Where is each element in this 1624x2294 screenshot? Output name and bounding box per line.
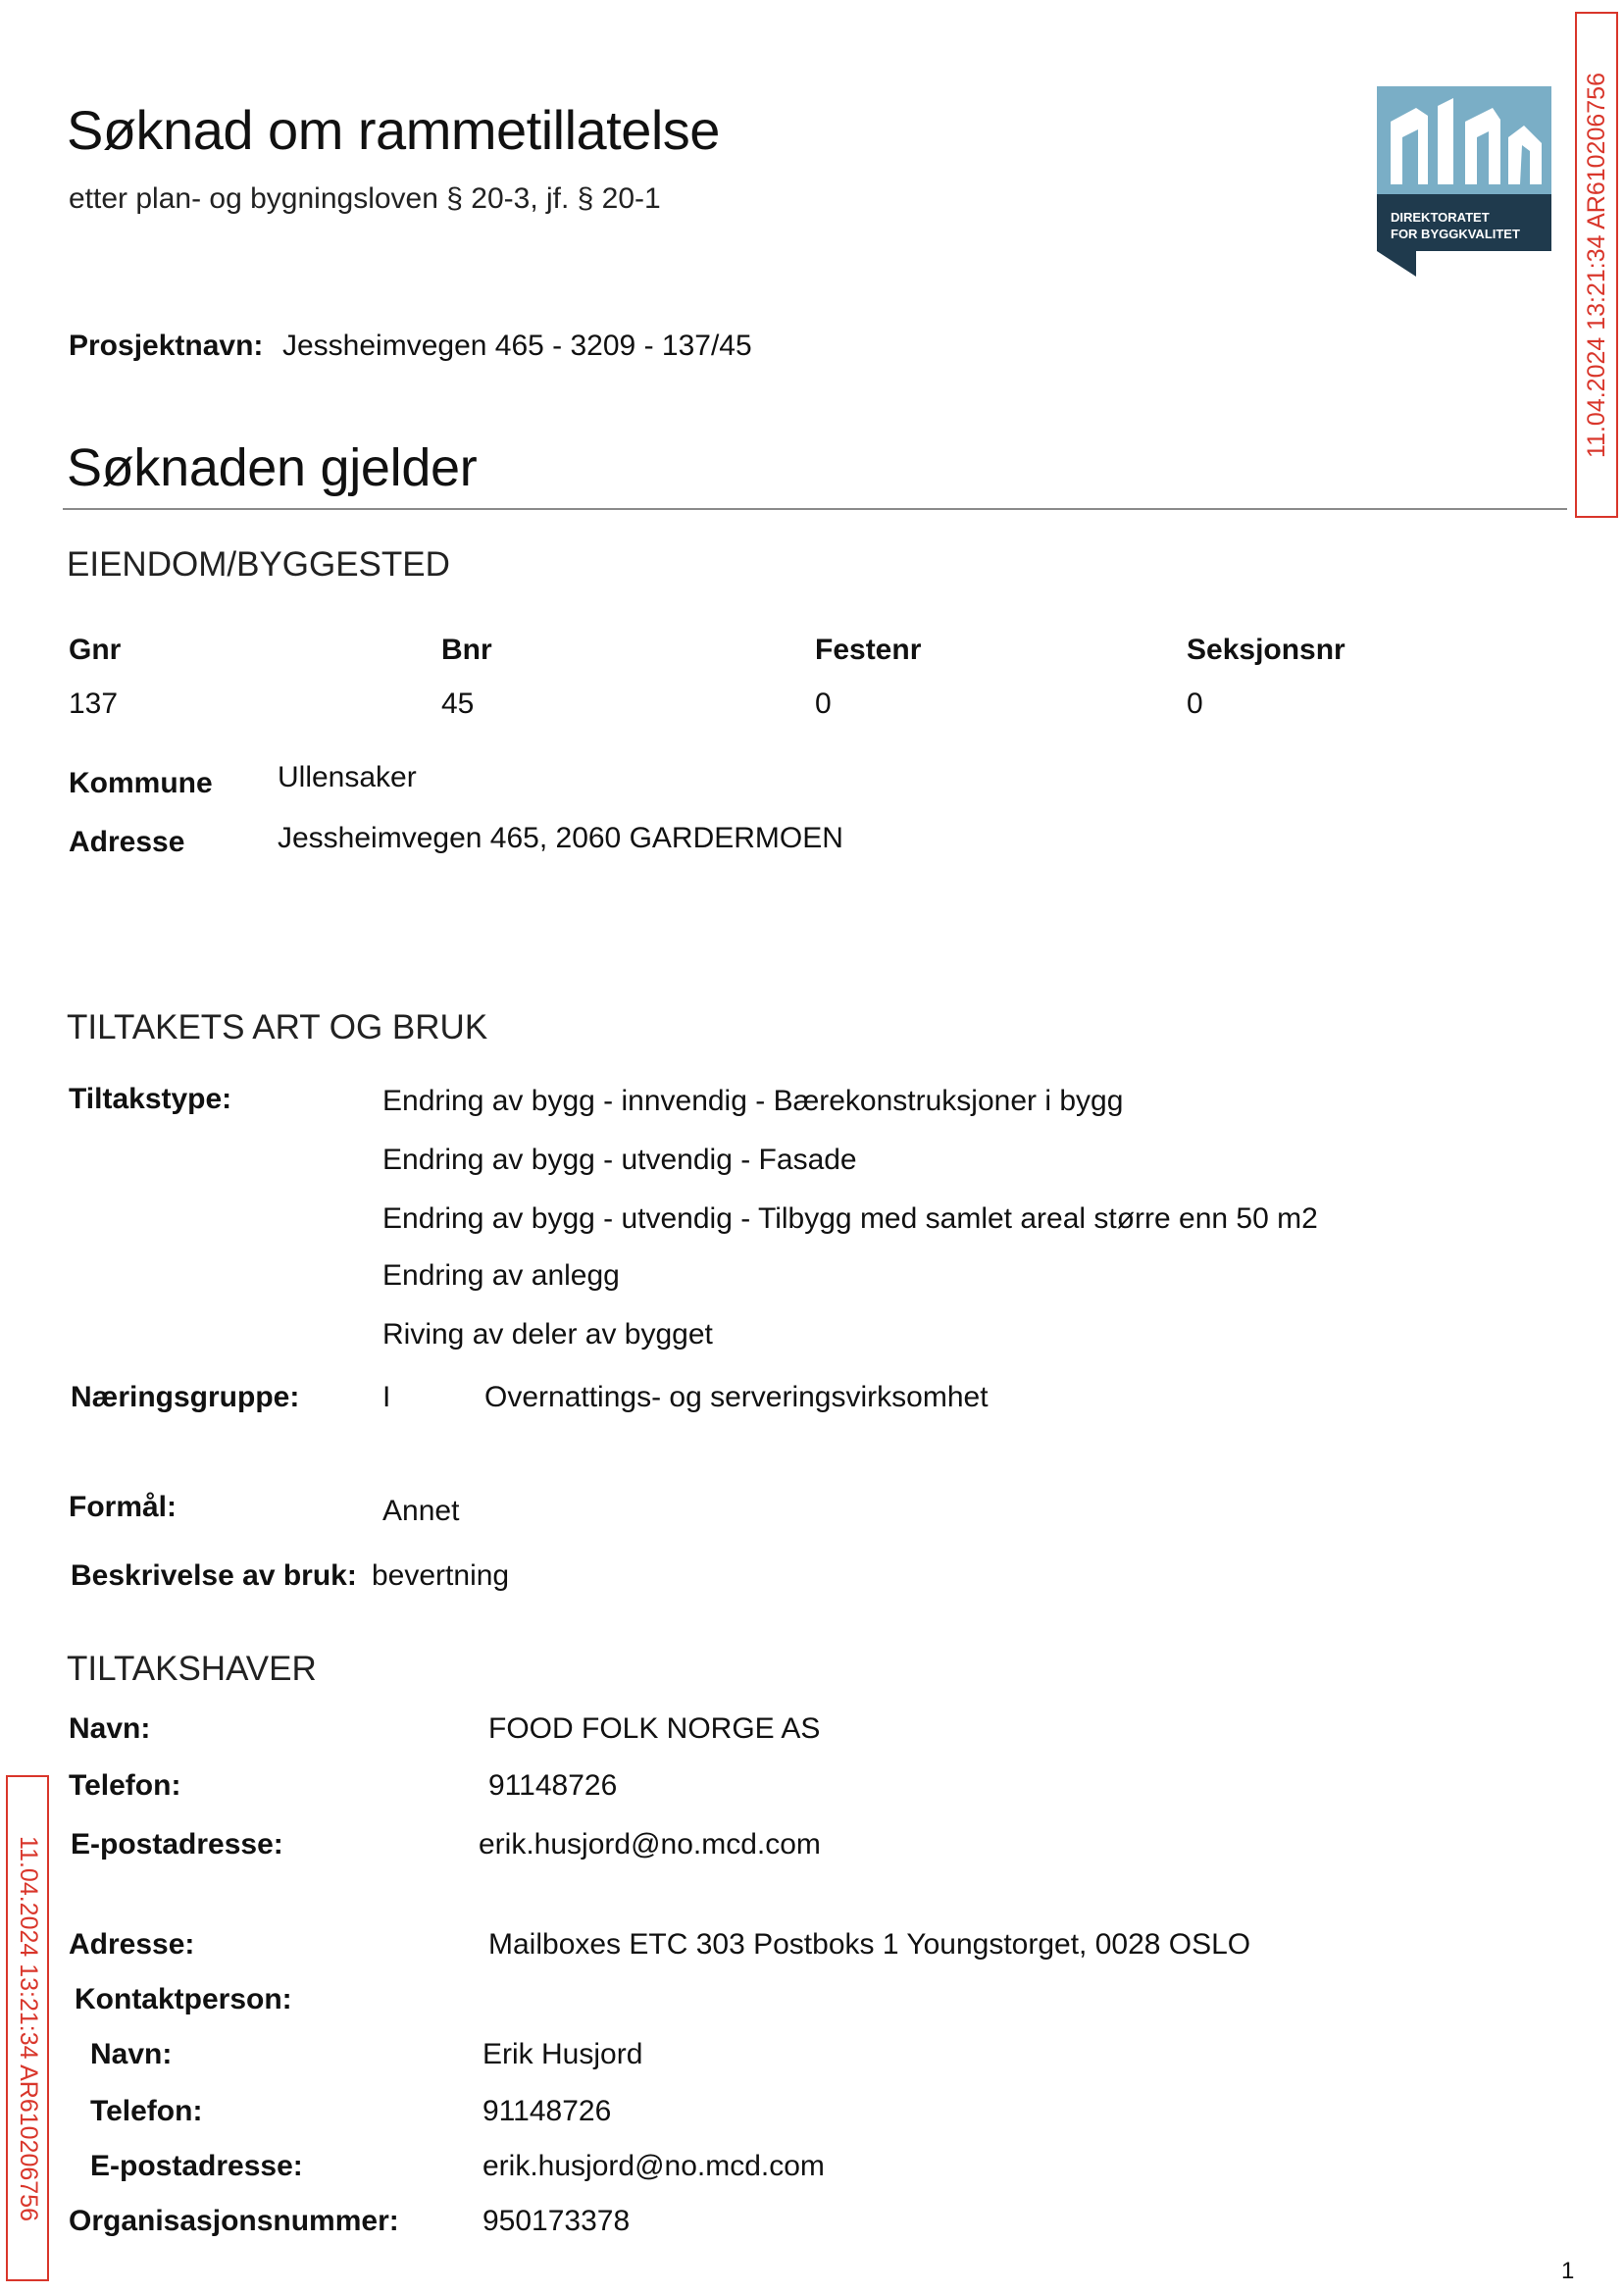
naeringsgruppe-value: Overnattings- og serveringsvirksomhet: [484, 1381, 989, 1413]
kontakt-navn-label: Navn:: [90, 2038, 173, 2070]
tiltakshaver-navn-label: Navn:: [69, 1712, 151, 1745]
section-divider: [63, 508, 1567, 510]
naeringsgruppe-code: I: [382, 1381, 391, 1413]
tiltakshaver-navn-value: FOOD FOLK NORGE AS: [488, 1712, 821, 1745]
bnr-label: Bnr: [441, 634, 492, 666]
organisasjonsnummer-label: Organisasjonsnummer:: [69, 2205, 399, 2237]
festenr-value: 0: [815, 688, 832, 720]
bnr-value: 45: [441, 688, 475, 720]
gnr-label: Gnr: [69, 634, 122, 666]
receipt-stamp-top: 11.04.2024 13:21:34 AR610206756: [1575, 12, 1618, 518]
kontakt-epost-label: E-postadresse:: [90, 2150, 303, 2182]
kommune-label: Kommune: [69, 767, 213, 799]
beskrivelse-bruk-value: bevertning: [372, 1559, 510, 1592]
tiltakshaver-telefon-value: 91148726: [488, 1769, 618, 1802]
kontakt-telefon-value: 91148726: [482, 2095, 612, 2127]
tiltakstype-item: Endring av bygg - innvendig - Bærekonstruksjoner i bygg: [382, 1085, 1124, 1117]
tiltakstype-label: Tiltakstype:: [69, 1083, 232, 1115]
adresse-value: Jessheimvegen 465, 2060 GARDERMOEN: [278, 822, 843, 854]
seksjonsnr-label: Seksjonsnr: [1187, 634, 1345, 666]
adresse-label: Adresse: [69, 826, 185, 858]
tiltakstype-item: Endring av anlegg: [382, 1259, 620, 1292]
kommune-value: Ullensaker: [278, 761, 417, 793]
dibk-logo: [1377, 86, 1551, 277]
project-name-label: Prosjektnavn:: [69, 330, 264, 362]
tiltakshaver-epost-label: E-postadresse:: [71, 1828, 283, 1861]
document-subtitle: etter plan- og bygningsloven § 20-3, jf. § 20-1: [69, 182, 661, 215]
beskrivelse-bruk-label: Beskrivelse av bruk:: [71, 1559, 357, 1592]
tiltakshaver-heading: TILTAKSHAVER: [67, 1650, 317, 1688]
tiltakstype-item: Endring av bygg - utvendig - Fasade: [382, 1144, 857, 1176]
gnr-value: 137: [69, 688, 119, 720]
tiltakshaver-epost-value: erik.husjord@no.mcd.com: [479, 1828, 821, 1861]
logo-text-line1: DIREKTORATET: [1391, 210, 1490, 225]
tiltakshaver-adresse-label: Adresse:: [69, 1928, 195, 1961]
kontakt-telefon-label: Telefon:: [90, 2095, 203, 2127]
naeringsgruppe-label: Næringsgruppe:: [71, 1381, 300, 1413]
tiltakstype-item: Endring av bygg - utvendig - Tilbygg med samlet areal større enn 50 m2: [382, 1202, 1318, 1235]
tiltakshaver-telefon-label: Telefon:: [69, 1769, 181, 1802]
tiltakstype-item: Riving av deler av bygget: [382, 1318, 713, 1351]
receipt-stamp-left: 11.04.2024 13:21:34 AR610206756: [6, 1775, 49, 2281]
dibk-logo-icon: [1377, 86, 1551, 277]
kontaktperson-label: Kontaktperson:: [75, 1983, 292, 2015]
kontakt-epost-value: erik.husjord@no.mcd.com: [482, 2150, 825, 2182]
festenr-label: Festenr: [815, 634, 922, 666]
project-name-value: Jessheimvegen 465 - 3209 - 137/45: [282, 330, 752, 362]
formal-label: Formål:: [69, 1491, 178, 1523]
formal-value: Annet: [382, 1495, 460, 1527]
logo-text-line2: FOR BYGGKVALITET: [1391, 227, 1520, 241]
seksjonsnr-value: 0: [1187, 688, 1203, 720]
eiendom-heading: EIENDOM/BYGGESTED: [67, 545, 450, 584]
tiltakshaver-adresse-value: Mailboxes ETC 303 Postboks 1 Youngstorget, 0028 OSLO: [488, 1928, 1251, 1961]
organisasjonsnummer-value: 950173378: [482, 2205, 631, 2237]
tiltak-heading: TILTAKETS ART OG BRUK: [67, 1008, 488, 1046]
kontakt-navn-value: Erik Husjord: [482, 2038, 643, 2070]
document-title: Søknad om rammetillatelse: [67, 99, 720, 161]
section-title: Søknaden gjelder: [67, 438, 478, 497]
page-number: 1: [1561, 2258, 1575, 2284]
